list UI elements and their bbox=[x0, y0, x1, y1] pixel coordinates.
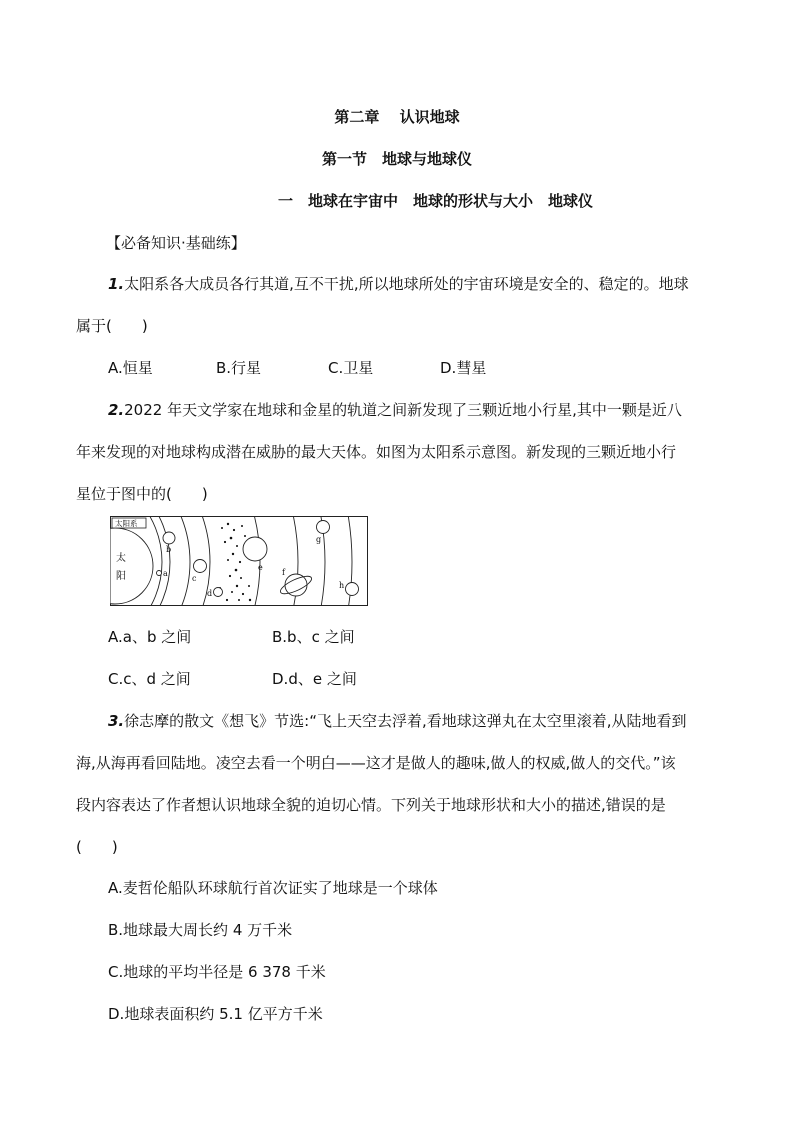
q2-line2: 年来发现的对地球构成潜在威胁的最大天体。如图为太阳系示意图。新发现的三颗近地小行 bbox=[76, 443, 677, 461]
q3-line2: 海,从海再看回陆地。凌空去看一个明白——这才是做人的趣味,做人的权威,做人的交代。”该 bbox=[76, 754, 676, 772]
q3-option-b[interactable]: B.地球最大周长约 4 万千米 bbox=[108, 921, 293, 939]
planet-f bbox=[285, 574, 307, 596]
q2-number: 2. bbox=[108, 401, 125, 419]
planet-label-d: d bbox=[207, 589, 213, 598]
q2-option-d[interactable]: D.d、e 之间 bbox=[272, 670, 357, 688]
planet-label-h: h bbox=[339, 581, 345, 590]
q3-text-1: 徐志摩的散文《想飞》节选:“飞上天空去浮着,看地球这弹丸在太空里滚着,从陆地看到 bbox=[124, 712, 687, 730]
q2-option-b[interactable]: B.b、c 之间 bbox=[272, 628, 355, 646]
sun-label-2: 阳 bbox=[116, 571, 126, 582]
q1-text-1: 太阳系各大成员各行其道,互不干扰,所以地球所处的宇宙环境是安全的、稳定的。地球 bbox=[124, 275, 689, 293]
q2-option-c[interactable]: C.c、d 之间 bbox=[108, 670, 191, 688]
planet-d bbox=[214, 588, 223, 597]
q3-number: 3. bbox=[108, 712, 125, 730]
q3-option-c[interactable]: C.地球的平均半径是 6 378 千米 bbox=[108, 963, 326, 981]
planet-label-b: b bbox=[166, 545, 172, 554]
q3-line3: 段内容表达了作者想认识地球全貌的迫切心情。下列关于地球形状和大小的描述,错误的是 bbox=[76, 796, 666, 814]
q3-option-d[interactable]: D.地球表面积约 5.1 亿平方千米 bbox=[108, 1005, 323, 1023]
q2-option-a[interactable]: A.a、b 之间 bbox=[108, 628, 192, 646]
planet-h bbox=[346, 583, 359, 596]
q3-line4: ( ) bbox=[76, 838, 118, 856]
planet-a bbox=[157, 571, 162, 576]
figure-label: 太阳系 bbox=[115, 519, 138, 528]
planet-label-c: c bbox=[192, 574, 197, 583]
q2-line1 bbox=[108, 400, 682, 420]
q3-line1 bbox=[108, 711, 687, 731]
q1-line2: 属于( ) bbox=[76, 317, 148, 335]
chapter-title: 第二章 认识地球 bbox=[334, 108, 460, 126]
practice-tag: 【必备知识·基础练】 bbox=[106, 234, 246, 252]
planet-b bbox=[163, 532, 175, 544]
solar-system-figure bbox=[110, 516, 370, 608]
q1-option-a[interactable]: A.恒星 bbox=[108, 359, 153, 377]
planet-g bbox=[317, 521, 330, 534]
planet-label-e: e bbox=[258, 563, 263, 572]
q1-option-d[interactable]: D.彗星 bbox=[440, 359, 487, 377]
q1-number: 1. bbox=[108, 275, 125, 293]
subsection-title: 一 地球在宇宙中 地球的形状与大小 地球仪 bbox=[278, 192, 594, 210]
section-title: 第一节 地球与地球仪 bbox=[321, 150, 472, 168]
planet-e bbox=[243, 537, 267, 561]
q1-line1 bbox=[108, 274, 689, 294]
q3-option-a[interactable]: A.麦哲伦船队环球航行首次证实了地球是一个球体 bbox=[108, 879, 438, 897]
sun-label-1: 太 bbox=[116, 553, 126, 564]
planet-label-f: f bbox=[282, 568, 285, 577]
planet-label-a: a bbox=[163, 569, 168, 578]
q1-option-c[interactable]: C.卫星 bbox=[328, 359, 374, 377]
q2-line3: 星位于图中的( ) bbox=[76, 485, 208, 503]
planet-label-g: g bbox=[316, 535, 322, 544]
q2-text-1: 2022 年天文学家在地球和金星的轨道之间新发现了三颗近地小行星,其中一颗是近八 bbox=[124, 401, 682, 419]
q1-option-b[interactable]: B.行星 bbox=[216, 359, 262, 377]
planet-c bbox=[194, 560, 207, 573]
